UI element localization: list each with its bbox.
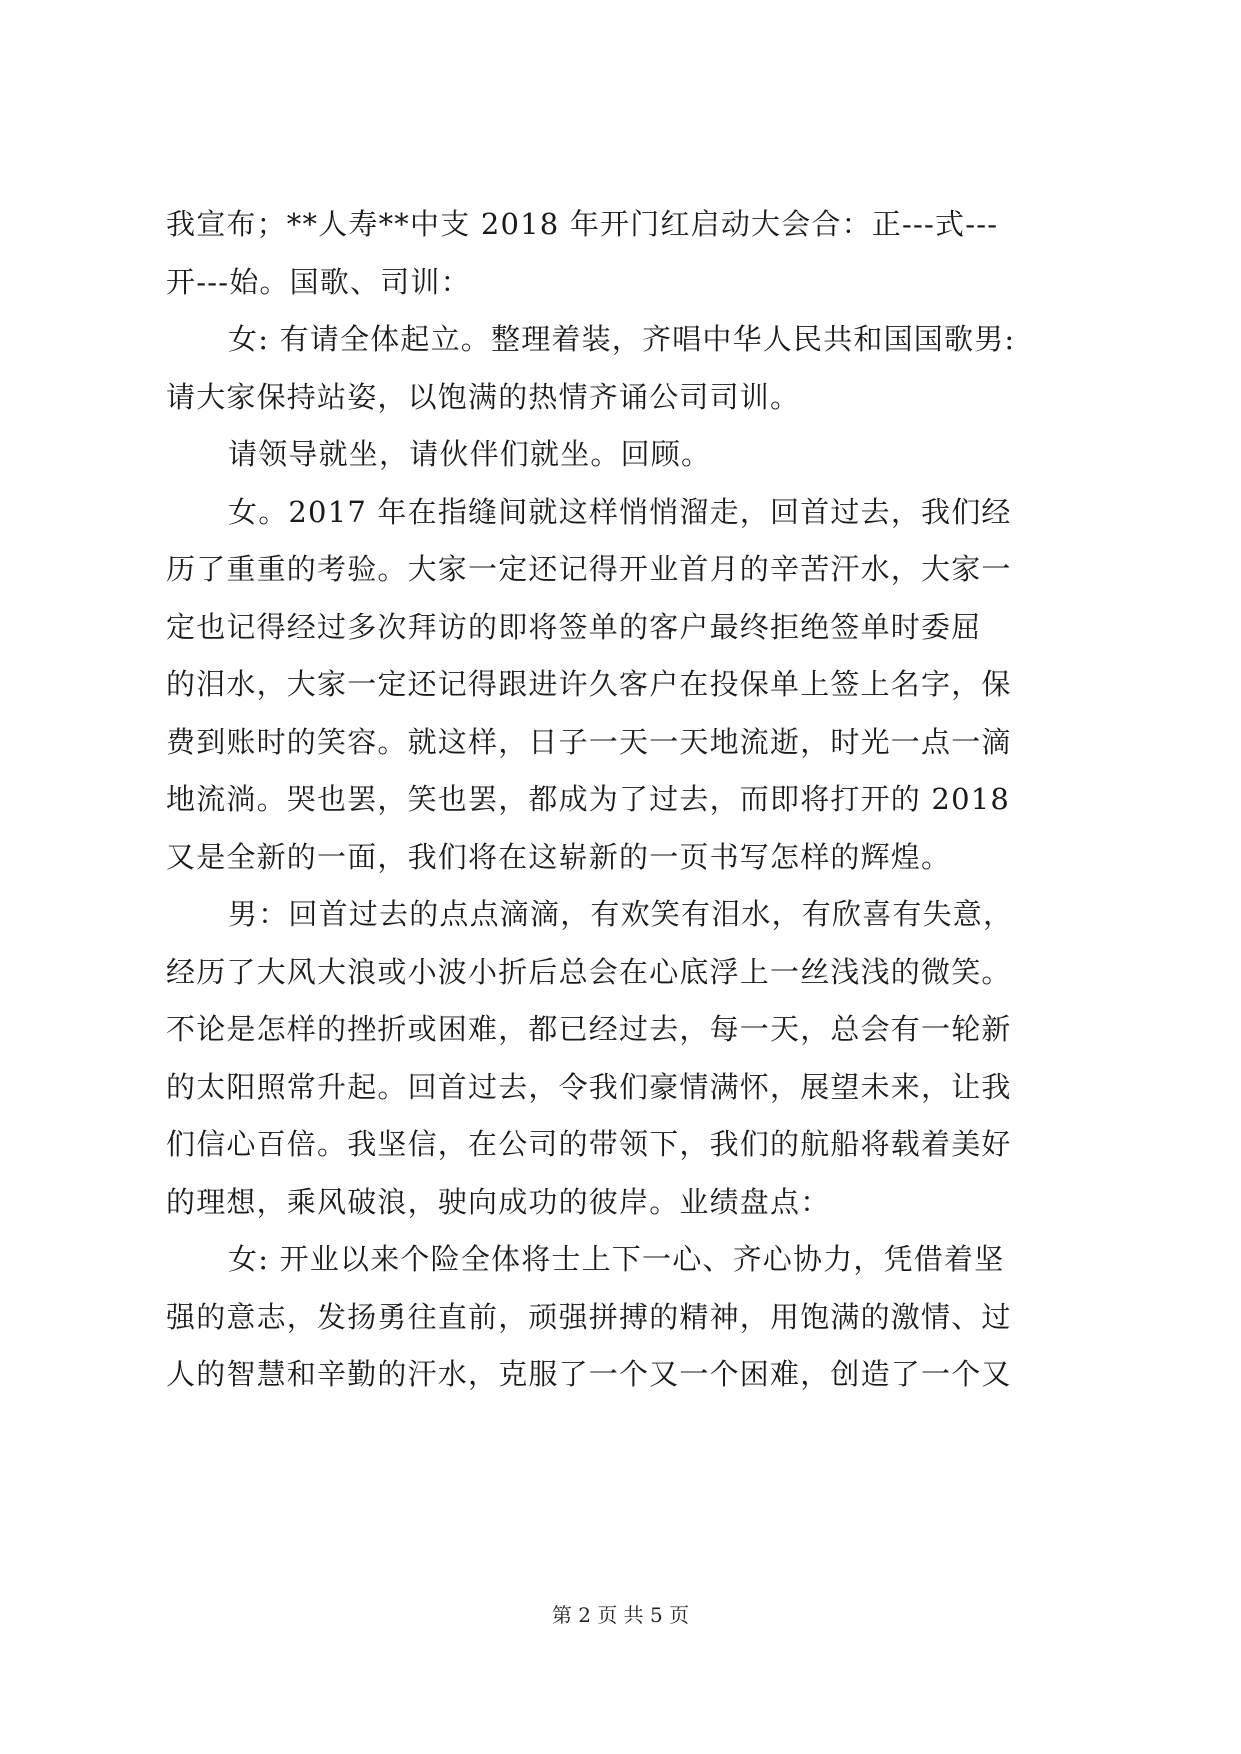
text-line: 的泪水，大家一定还记得跟进许久客户在投保单上签上名字，保 — [166, 667, 1012, 701]
text-line: 开---始。国歌、司训： — [166, 264, 471, 299]
text-line: 们信心百倍。我坚信，在公司的带领下，我们的航船将载着美好 — [166, 1127, 1012, 1161]
text-line: 定也记得经过多次拜访的即将签单的客户最终拒绝签单时委屈 — [166, 609, 982, 644]
text-line: 人的智慧和辛勤的汗水，克服了一个又一个困难，创造了一个又 — [166, 1357, 1012, 1391]
document-body — [166, 196, 1086, 1404]
page-footer: 第 2 页 共 5 页 — [551, 1603, 690, 1627]
text-line: 请领导就坐，请伙伴们就坐。回顾。 — [228, 437, 712, 471]
text-line: 强的意志，发扬勇往直前，顽强拼搏的精神，用饱满的激情、过 — [166, 1299, 1012, 1334]
text-line: 的理想，乘风破浪，驶向成功的彼岸。业绩盘点： — [166, 1184, 831, 1219]
text-line: 历了重重的考验。大家一定还记得开业首月的辛苦汗水，大家一 — [166, 552, 1012, 586]
text-line: 费到账时的笑容。就这样，日子一天一天地流逝，时光一点一滴 — [166, 724, 1012, 759]
text-line: 的太阳照常升起。回首过去，令我们豪情满怀，展望未来，让我 — [166, 1069, 1012, 1104]
text-line: 女: 有请全体起立。整理着装，齐唱中华人民共和国国歌男: — [228, 322, 1016, 356]
text-line: 女。2017 年在指缝间就这样悄悄溜走，回首过去，我们经 — [228, 494, 1012, 529]
text-line: 不论是怎样的挫折或困难，都已经过去，每一天，总会有一轮新 — [166, 1012, 1012, 1046]
text-line: 又是全新的一面，我们将在这崭新的一页书写怎样的辉煌。 — [166, 839, 952, 874]
text-line: 经历了大风大浪或小波小折后总会在心底浮上一丝浅浅的微笑。 — [166, 954, 1012, 989]
text-line: 女: 开业以来个险全体将士上下一心、齐心协力，凭借着坚 — [228, 1242, 1005, 1276]
text-line: 男：回首过去的点点滴滴，有欢笑有泪水，有欣喜有失意， — [228, 897, 1014, 931]
text-line: 地流淌。哭也罢，笑也罢，都成为了过去，而即将打开的 2018 — [166, 782, 1011, 816]
text-line: 我宣布；**人寿**中支 2018 年开门红启动大会合：正---式--- — [166, 207, 999, 241]
text-line: 请大家保持站姿，以饱满的热情齐诵公司司训。 — [166, 379, 801, 414]
